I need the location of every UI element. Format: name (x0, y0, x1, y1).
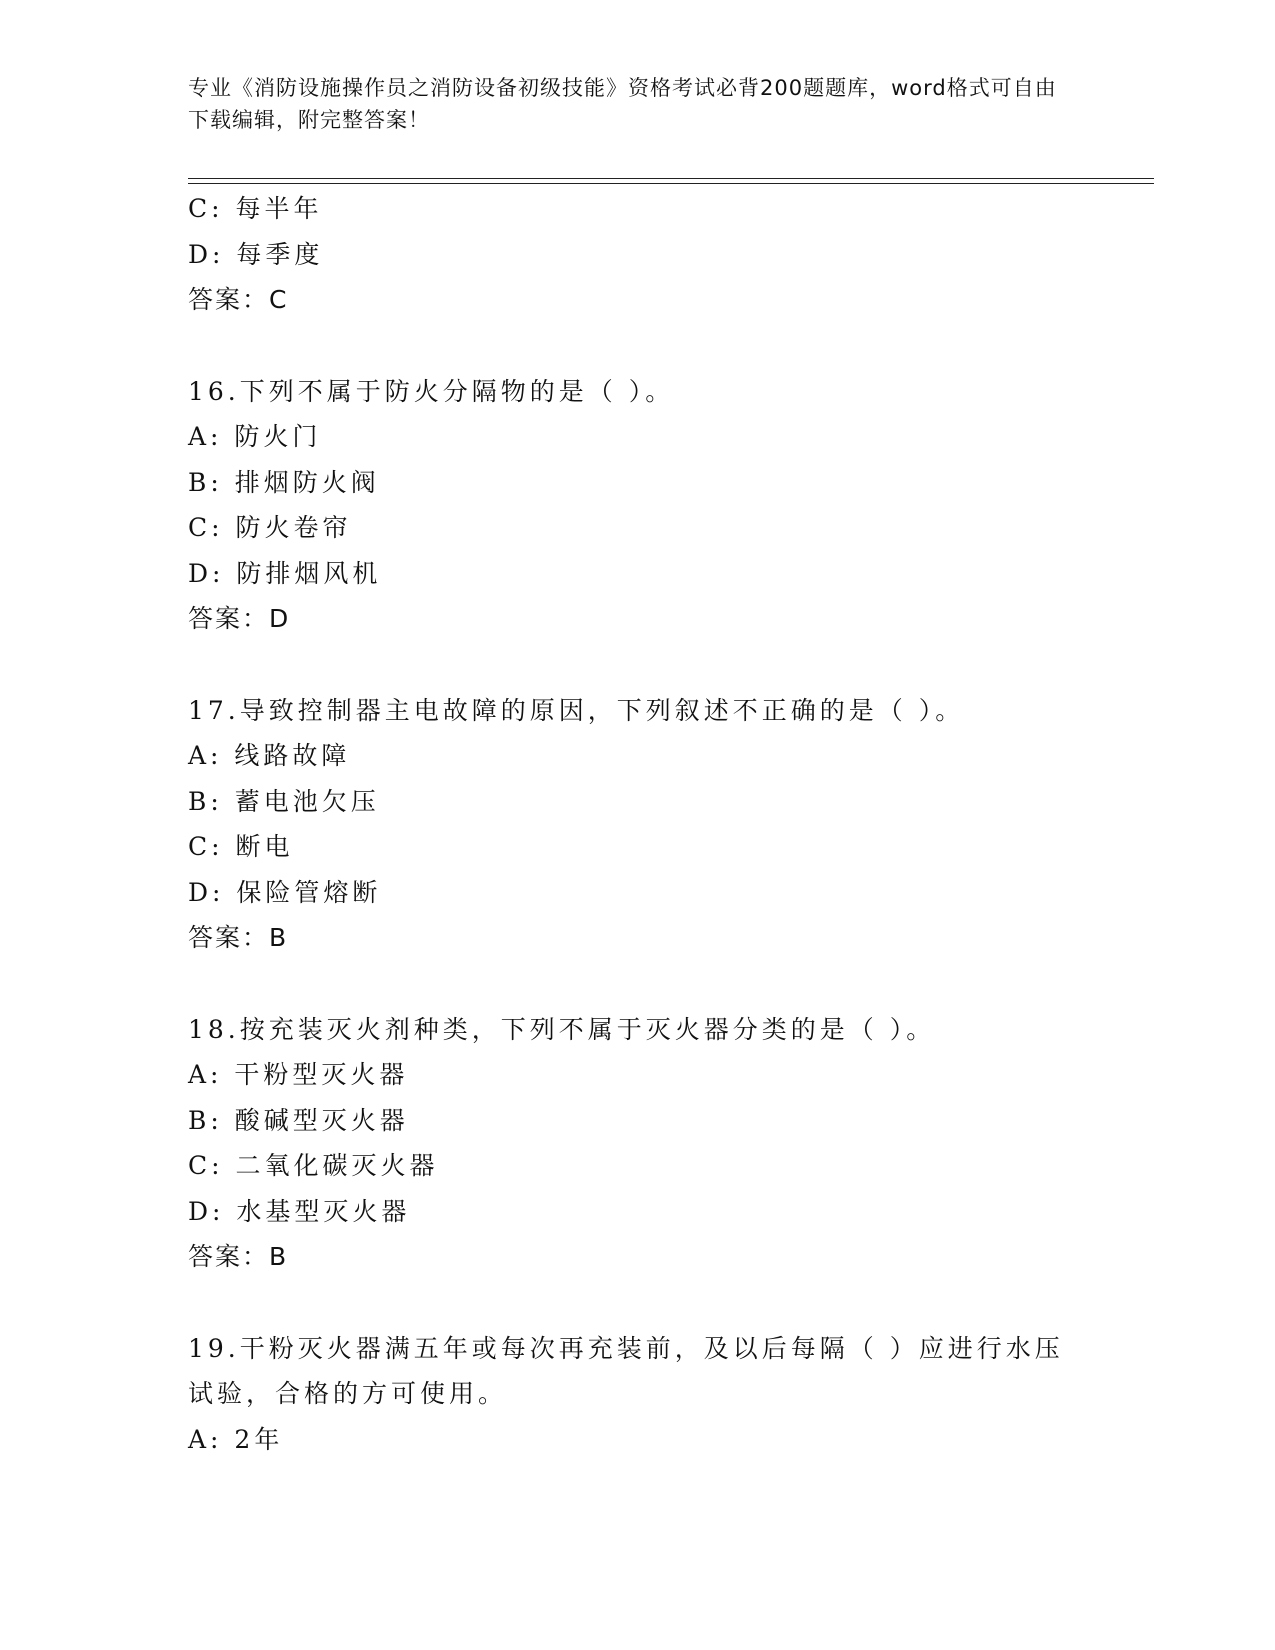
question-stem-line-2: 试验，合格的方可使用。 (188, 1379, 508, 1408)
option-c: C: 防火卷帘 (188, 513, 352, 542)
question-stem-line-1: 19.干粉灭火器满五年或每次再充装前，及以后每隔（ ）应进行水压 (188, 1333, 1064, 1363)
answer: 答案：B (188, 923, 289, 952)
question-17 (188, 688, 1088, 961)
question-stem: 16.下列不属于防火分隔物的是（ ）。 (188, 376, 675, 406)
option-c: C: 断电 (188, 832, 294, 861)
question-18 (188, 1007, 1088, 1280)
option-a: A: 干粉型灭火器 (188, 1060, 409, 1089)
answer: 答案：C (188, 285, 289, 314)
option-c: C: 二氧化碳灭火器 (188, 1151, 439, 1180)
question-stem: 18.按充装灭火剂种类，下列不属于灭火器分类的是（ ）。 (188, 1014, 936, 1044)
question-stem: 17.导致控制器主电故障的原因，下列叙述不正确的是（ ）。 (188, 695, 965, 725)
question-16 (188, 369, 1088, 642)
option-b: B: 排烟防火阀 (188, 467, 380, 497)
document-header (188, 72, 1068, 136)
option-a: A: 防火门 (188, 422, 322, 451)
option-a: A: 线路故障 (188, 741, 351, 770)
header-divider-bottom (188, 183, 1154, 184)
question-list (188, 186, 1088, 1462)
question-15-tail (188, 186, 1088, 323)
answer: 答案：B (188, 1242, 289, 1271)
option-c: C: 每半年 (188, 194, 323, 223)
option-b: B: 蓄电池欠压 (188, 786, 380, 816)
question-19 (188, 1326, 1088, 1463)
header-title: 专业《消防设施操作员之消防设备初级技能》资格考试必背200题题库，word格式可自由下载编辑，附完整答案！ (188, 76, 1057, 132)
option-d: D: 每季度 (188, 239, 324, 269)
option-d: D: 水基型灭火器 (188, 1196, 411, 1226)
option-b: B: 酸碱型灭火器 (188, 1105, 409, 1135)
option-d: D: 防排烟风机 (188, 558, 382, 588)
option-d: D: 保险管熔断 (188, 877, 382, 907)
header-divider-top (188, 178, 1154, 179)
option-a: A: 2年 (188, 1424, 284, 1454)
answer: 答案：D (188, 604, 291, 633)
